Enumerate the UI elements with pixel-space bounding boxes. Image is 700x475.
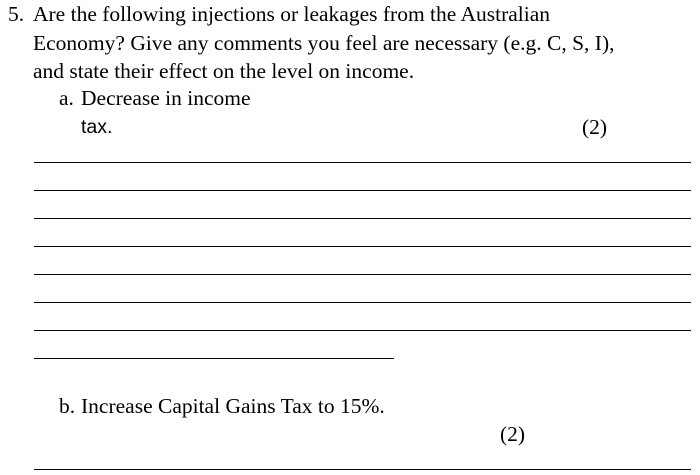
question-text-line-1: Are the following injections or leakages from the Australian [33, 2, 551, 26]
answer-line[interactable] [34, 274, 691, 275]
answer-line-short[interactable] [34, 358, 394, 359]
part-b-label: b. [59, 394, 76, 418]
part-a-text-line-2: tax. [81, 116, 113, 138]
question-text-line-2: Economy? Give any comments you feel are necessary (e.g. C, S, I), [33, 31, 615, 55]
answer-line[interactable] [34, 469, 691, 470]
answer-line[interactable] [34, 302, 691, 303]
answer-line[interactable] [34, 162, 691, 163]
part-b-text: Increase Capital Gains Tax to 15%. [81, 394, 385, 418]
question-text-line-3: and state their effect on the level on income. [33, 59, 415, 83]
answer-line[interactable] [34, 218, 691, 219]
answer-line[interactable] [34, 246, 691, 247]
part-a-marks: (2) [582, 115, 608, 139]
question-number: 5. [8, 2, 25, 26]
answer-line[interactable] [34, 190, 691, 191]
part-b-marks: (2) [500, 422, 526, 446]
part-a-text-line-1: Decrease in income [81, 86, 251, 110]
answer-line[interactable] [34, 330, 691, 331]
part-a-label: a. [59, 86, 74, 110]
